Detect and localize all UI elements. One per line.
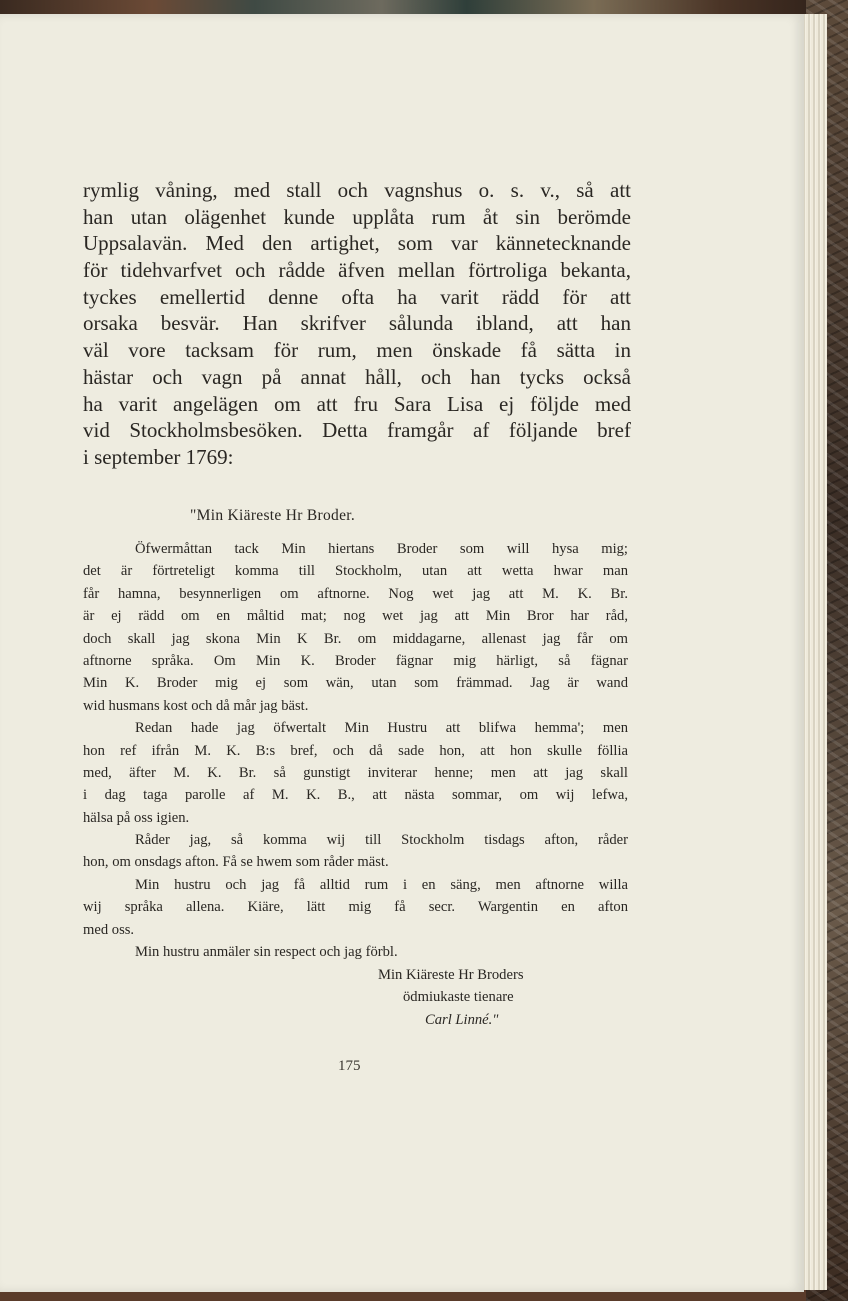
letter-line: får hamna, besynnerligen om aftnorne. Nog wet jag att M. K. Br.	[83, 585, 628, 602]
body-line: orsaka besvär. Han skrifver sålunda ibland, att han	[83, 311, 631, 336]
letter-closing	[378, 964, 524, 1031]
letter-line: Min K. Broder mig ej som wän, utan som främmad. Jag är wand	[83, 675, 628, 692]
letter-salutation: "Min Kiäreste Hr Broder.	[190, 507, 356, 524]
body-line: Uppsalavän. Med den artighet, som var kännetecknande	[83, 231, 631, 256]
letter-line: Redan hade jag öfwertalt Min Hustru att blifwa hemma'; men	[135, 720, 628, 737]
body-line: ha varit angelägen om att fru Sara Lisa ej följde med	[83, 391, 631, 416]
page-stack-edge	[800, 14, 827, 1290]
body-line: i september 1769:	[83, 444, 234, 469]
letter-line: wij språka allena. Kiäre, lätt mig få secr. Wargentin en afton	[83, 899, 628, 916]
body-paragraph	[83, 177, 631, 471]
body-line: vid Stockholmsbesöken. Detta framgår af följande bref	[83, 418, 631, 443]
letter-line: hälsa på oss igien.	[83, 809, 190, 826]
closing-line: ödmiukaste tienare	[403, 989, 514, 1006]
closing-line: Min Kiäreste Hr Broders	[378, 967, 524, 983]
body-line: för tidehvarfvet och rådde äfven mellan förtroliga bekanta,	[83, 258, 631, 283]
body-line: väl vore tacksam för rum, men önskade få sätta in	[83, 338, 631, 363]
letter-line: med oss.	[83, 921, 135, 938]
letter-line: Min hustru anmäler sin respect och jag förbl.	[135, 944, 398, 961]
body-line: han utan olägenhet kunde upplåta rum åt sin berömde	[83, 204, 631, 229]
letter-line: är ej rädd om en måltid mat; nog wet jag att Min Bror har råd,	[83, 608, 628, 625]
letter-line: doch skall jag skona Min K Br. om middagarne, allenast jag får om	[83, 630, 628, 647]
letter-line: Min hustru och jag få alltid rum i en säng, men aftnorne willa	[135, 876, 628, 893]
letter-line: i dag taga parolle af M. K. B., att nästa sommar, om wij lefwa,	[83, 787, 628, 804]
letter-line: Öfwermåttan tack Min hiertans Broder som will hysa mig;	[135, 541, 628, 557]
letter-line: Råder jag, så komma wij till Stockholm tisdags afton, råder	[135, 832, 628, 849]
signature: Carl Linné."	[425, 1011, 499, 1028]
letter-line: hon, om onsdags afton. Få se hwem som råder mäst.	[83, 854, 389, 871]
letter-body	[83, 538, 628, 963]
body-line: hästar och vagn på annat håll, och han tycks också	[83, 364, 631, 389]
letter-line: aftnorne språka. Om Min K. Broder fägnar mig härligt, så fägnar	[83, 652, 628, 669]
page-number: 175	[338, 1058, 361, 1074]
letter-line: med, äfter M. K. Br. så gunstigt inviterar henne; men att jag skall	[83, 764, 628, 781]
letter-line: hon ref ifrån M. K. B:s bref, och då sade hon, att hon skulle föllia	[83, 742, 628, 759]
body-line: rymlig våning, med stall och vagnshus o. s. v., så att	[83, 178, 631, 202]
letter-line: det är förtreteligt komma till Stockholm, utan att wetta hwar man	[83, 563, 628, 580]
letter-line: wid husmans kost och då mår jag bäst.	[83, 697, 309, 714]
body-line: tyckes emellertid denne ofta ha varit rädd för att	[83, 284, 631, 309]
